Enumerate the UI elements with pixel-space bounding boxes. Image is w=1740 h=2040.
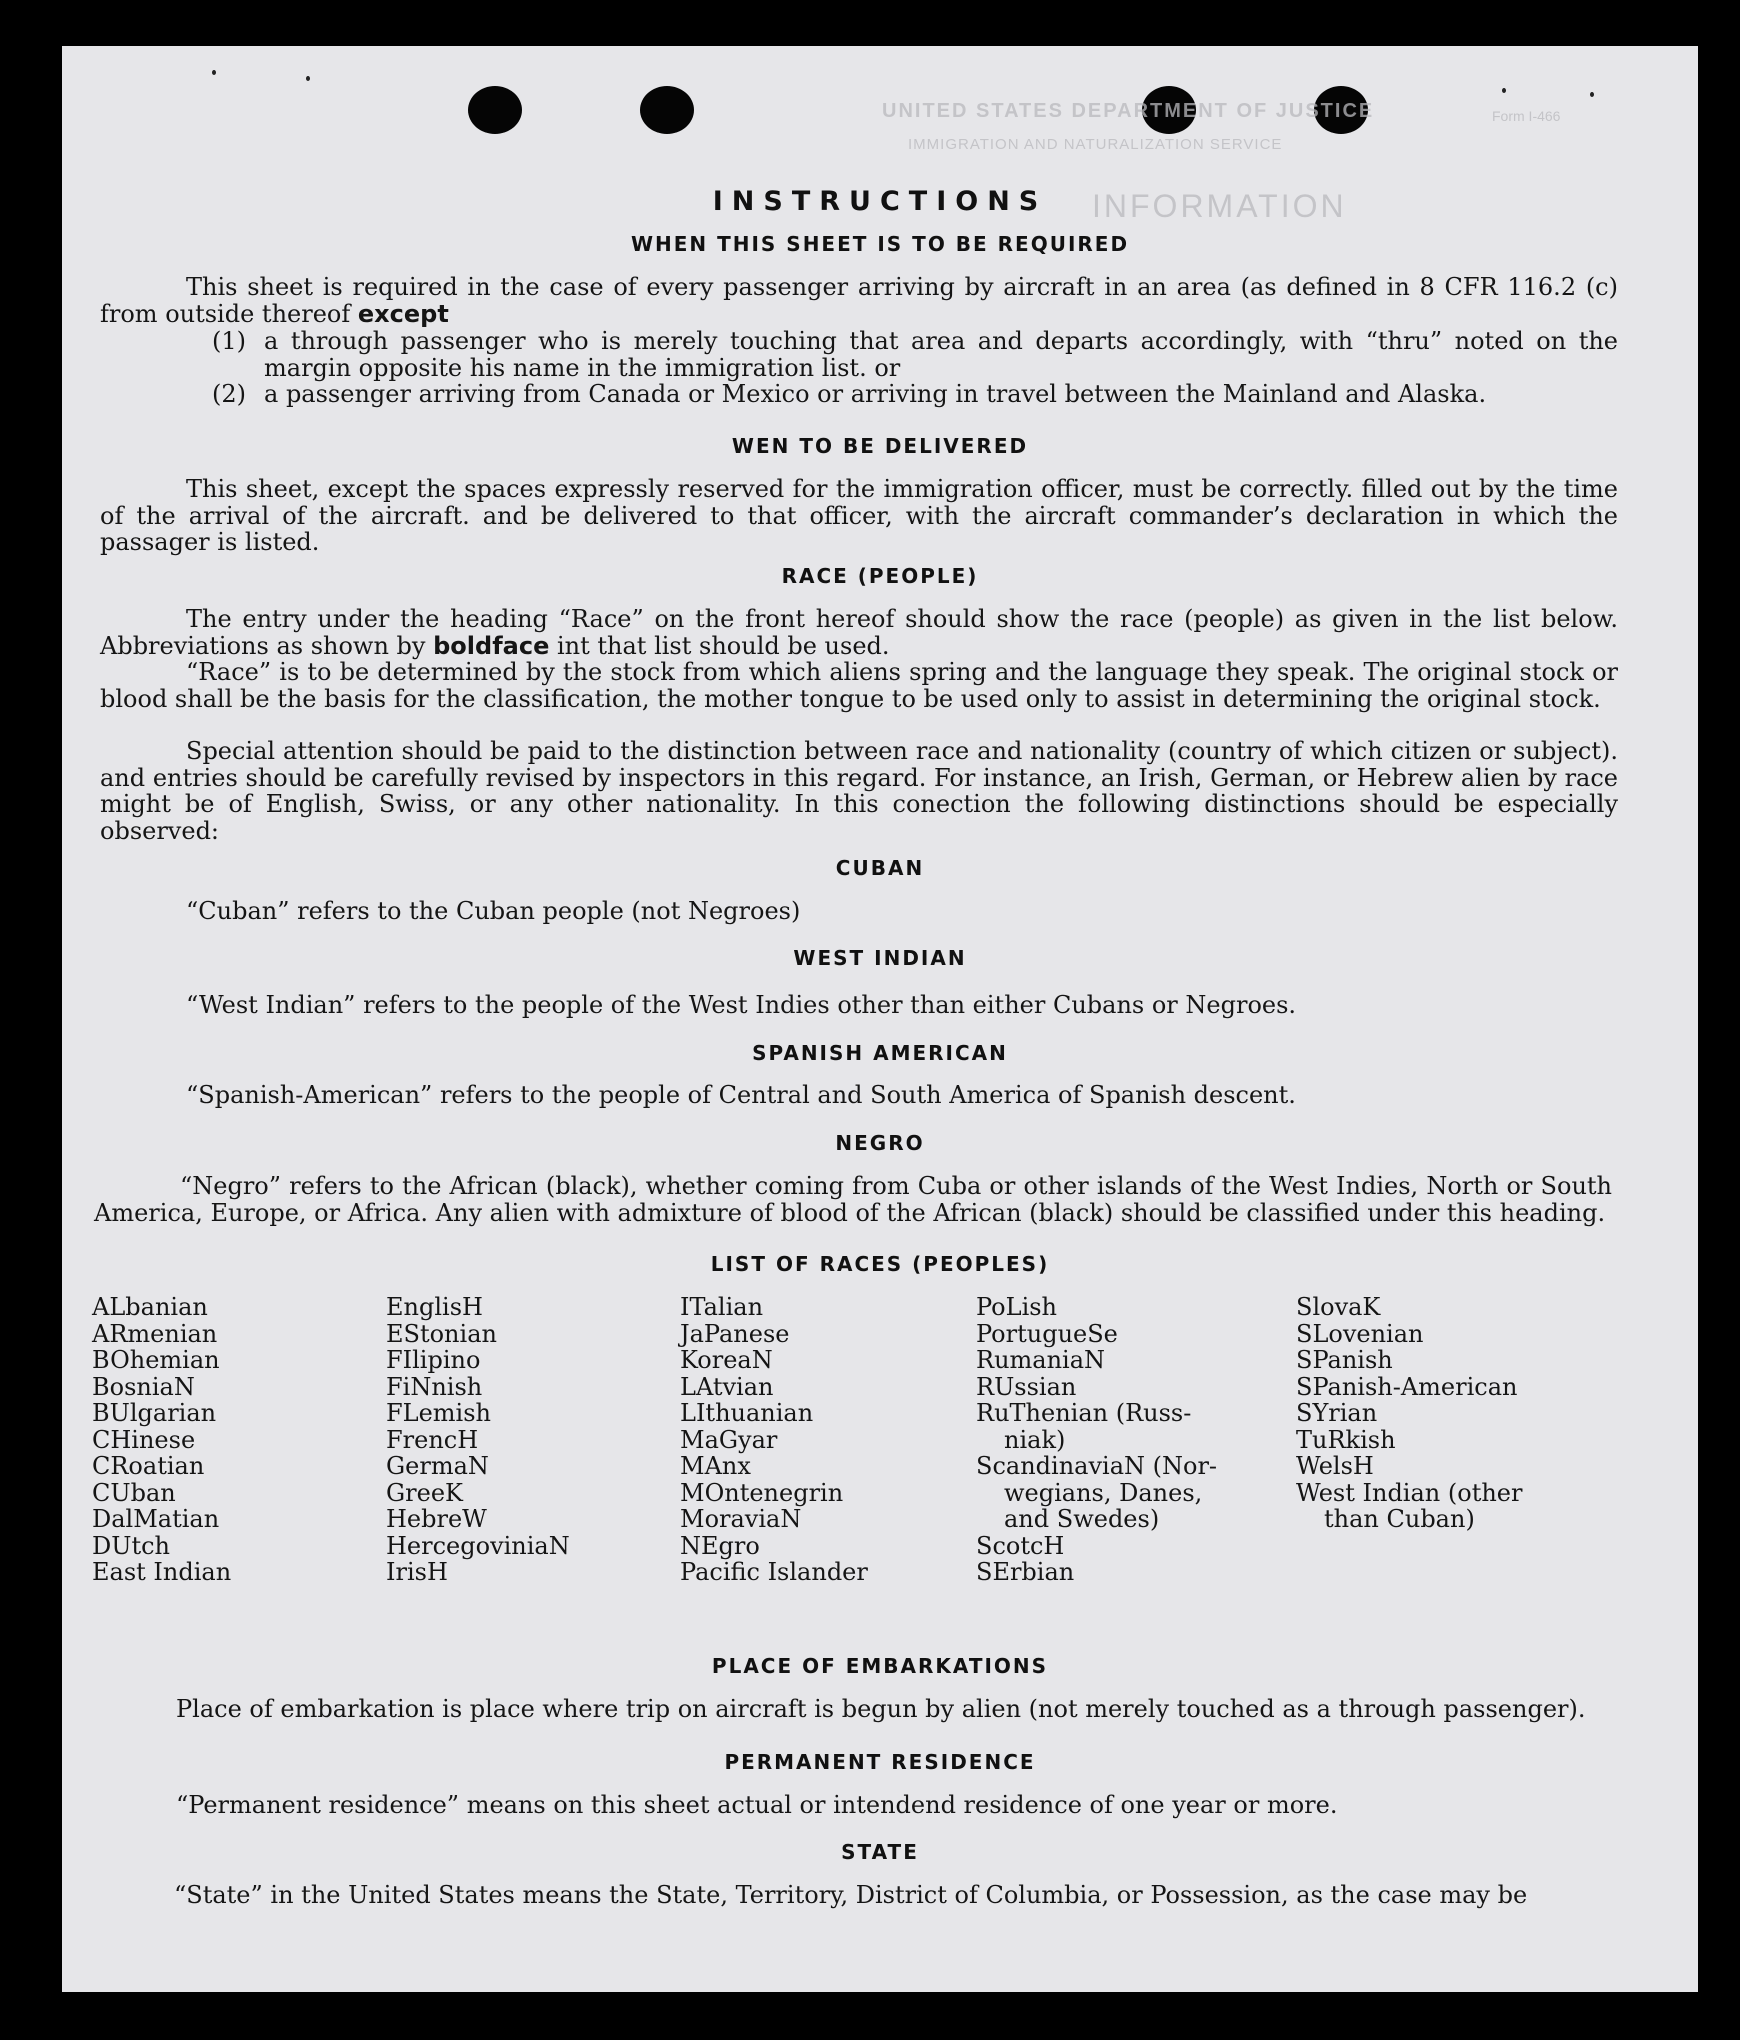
race-item: MAnx	[680, 1452, 751, 1480]
race-item: East Indian	[92, 1558, 232, 1586]
when-required-item-2: a passenger arriving from Canada or Mexico or arriving in travel between the Mainland and Alaska.	[264, 380, 1487, 408]
race-item-continued: wegians, Danes,	[1004, 1478, 1203, 1507]
race-item: EnglisH	[386, 1293, 483, 1321]
race-item: FLemish	[386, 1399, 491, 1427]
race-item: GermaN	[386, 1452, 489, 1480]
race-item: IrisH	[386, 1558, 448, 1586]
when-required-item-2-num: (2)	[212, 380, 246, 408]
race-item: WelsH	[1296, 1452, 1374, 1480]
race-item: SErbian	[976, 1558, 1075, 1586]
races-column-4	[976, 1294, 1217, 1586]
race-item-continued: niak)	[1004, 1425, 1066, 1454]
race-item: CRoatian	[92, 1452, 205, 1480]
section-heading-race: RACE (PEOPLE)	[781, 564, 979, 588]
race-item: ScotcH	[976, 1531, 1065, 1560]
race-item: LAtvian	[680, 1372, 774, 1401]
race-item: MoraviaN	[680, 1505, 802, 1533]
spanish-american-text: “Spanish-American” refers to the people of Central and South America of Spanish descent.	[186, 1081, 1296, 1109]
race-item: LIthuanian	[680, 1399, 814, 1427]
except-bold: except	[357, 299, 449, 328]
race-item: HercegovinіaN	[386, 1531, 570, 1560]
race-item: ALbanian	[92, 1293, 208, 1321]
race-item-continued: than Cuban)	[1324, 1505, 1475, 1533]
race-item: SPanish	[1296, 1346, 1393, 1374]
races-column-5	[1296, 1294, 1522, 1533]
section-heading-when-required: WHEN THIS SHEET IS TO BE REQUIRED	[630, 232, 1130, 256]
state-text: “State” in the United States means the State, Territory, District of Columbia, or Possession, as the case may be	[174, 1881, 1528, 1909]
race-item: SlovaK	[1296, 1293, 1381, 1321]
section-heading-west-indian: WEST INDIAN	[793, 946, 967, 970]
punch-hole	[640, 86, 694, 134]
west-indian-text: “West Indian” refers to the people of the West Indies other than either Cubans or Negroes.	[186, 991, 1297, 1019]
race-item: FiNnish	[386, 1372, 483, 1401]
races-column-2	[386, 1294, 570, 1586]
race-item: SYrian	[1296, 1399, 1378, 1427]
race-item: EStonian	[386, 1319, 497, 1348]
section-heading-cuban: CUBAN	[835, 856, 925, 880]
page-title: INSTRUCTIONS	[712, 186, 1048, 217]
race-item-continued: and Swedes)	[1004, 1505, 1160, 1533]
race-item: DUtch	[92, 1531, 171, 1560]
negro-text: “Negro” refers to the African (black), whether coming from Cuba or other islands of the West Indies, North or South America, Europe, or Africa. Any alien with admixture of blood of the African (black) should be classified under this heading.	[94, 1172, 1612, 1227]
race-item: SPanish-American	[1296, 1372, 1518, 1401]
embarkation-text: Place of embarkation is place where trip on aircraft is begun by alien (not merely touched as a through passenger).	[176, 1695, 1586, 1723]
bleed-through-form: Form I-466	[1492, 108, 1561, 124]
when-required-item-1-num: (1)	[212, 327, 246, 355]
section-heading-embarkation: PLACE OF EMBARKATIONS	[711, 1654, 1049, 1678]
race-item: KoreaN	[680, 1346, 773, 1374]
section-heading-spanish-american: SPANISH AMERICAN	[752, 1041, 1008, 1065]
race-item: RumaniaN	[976, 1346, 1106, 1374]
race-item: CHinese	[92, 1425, 196, 1454]
bleed-through-dept: UNITED STATES DEPARTMENT OF JUSTICE	[882, 100, 1375, 122]
race-item: BUlgarian	[92, 1399, 217, 1427]
race-item: MOntenegrin	[680, 1478, 844, 1507]
race-item: NEgro	[680, 1531, 760, 1560]
race-paragraph-1: The entry under the heading “Race” on the front hereof should show the race (people) as given in the list below. Abbreviations as shown by boldface int that list should be used.	[100, 605, 1618, 660]
section-heading-state: STATE	[841, 1840, 919, 1864]
race-item: CUban	[92, 1478, 176, 1507]
race-item: FrencH	[386, 1425, 479, 1454]
race-item: FIlipino	[386, 1346, 481, 1374]
section-heading-when-delivered: WEN TO BE DELIVERED	[731, 434, 1029, 458]
race-item: West Indian (other	[1296, 1478, 1523, 1507]
race-item: JaPanese	[680, 1319, 790, 1348]
bleed-through-service: IMMIGRATION AND NATURALIZATION SERVICE	[908, 136, 1283, 153]
race-item: PoLish	[976, 1293, 1058, 1321]
race-item: ARmenian	[92, 1319, 218, 1348]
section-heading-negro: NEGRO	[835, 1131, 925, 1155]
races-column-1	[92, 1294, 231, 1586]
ink-speck	[1502, 88, 1506, 93]
race-item: ScandinaviaN (Nor-	[976, 1452, 1218, 1480]
race-item: MaGyar	[680, 1425, 778, 1454]
race-item: DalMatian	[92, 1505, 220, 1533]
when-required-intro: This sheet is required in the case of every passenger arriving by aircraft in an area (as defined in 8 CFR 116.2 (c) from outside thereof except	[100, 273, 1618, 328]
bleed-through-heading: INFORMATION	[1092, 188, 1347, 224]
race-item: Pacific Islander	[680, 1558, 868, 1586]
race-item: BOhemian	[92, 1346, 220, 1374]
when-delivered-text: This sheet, except the spaces expressly reserved for the immigration officer, must be correctly. filled out by the time of the arrival of the aircraft. and be delivered to that officer, with the aircraft commander’s declaration in which the passager is listed.	[100, 475, 1618, 556]
race-item: SLovenian	[1296, 1319, 1424, 1348]
section-heading-permanent-residence: PERMANENT RESIDENCE	[724, 1750, 1036, 1774]
race-item: RUssian	[976, 1372, 1077, 1401]
when-required-item-1: a through passenger who is merely touching that area and departs accordingly, with “thru” noted on the margin opposite his name in the immigration list. or	[264, 327, 1618, 382]
permanent-residence-text: “Permanent residence” means on this sheet actual or intendend residence of one year or more.	[176, 1791, 1338, 1819]
race-item: PortugueSe	[976, 1319, 1118, 1348]
race-item: BosniaN	[92, 1372, 195, 1401]
boldface-bold: boldface	[433, 631, 550, 660]
ink-speck	[212, 70, 216, 75]
race-paragraph-3: Special attention should be paid to the distinction between race and nationality (country of which citizen or subject). and entries should be carefully revised by inspectors in this regard. For instance, an Irish, German, or Hebrew alien by race might be of English, Swiss, or any other nationality. In this conection the following distinctions should be especially observed:	[100, 737, 1618, 845]
document-sheet	[62, 46, 1698, 1992]
ink-speck	[1590, 92, 1594, 97]
race-item: RuThenian (Russ-	[976, 1399, 1192, 1427]
races-column-3	[680, 1294, 868, 1586]
race-item: HebreW	[386, 1505, 487, 1533]
race-paragraph-2: “Race” is to be determined by the stock from which aliens spring and the language they speak. The original stock or blood shall be the basis for the classification, the mother tongue to be used only to assist in determining the original stock.	[100, 658, 1618, 713]
race-item: TuRkish	[1296, 1425, 1396, 1454]
race-item: GreeK	[386, 1478, 463, 1507]
section-heading-list-of-races: LIST OF RACES (PEOPLES)	[710, 1252, 1050, 1276]
ink-speck	[306, 76, 310, 81]
race-item: ITalian	[680, 1293, 764, 1321]
punch-hole	[468, 86, 522, 134]
cuban-text: “Cuban” refers to the Cuban people (not Negroes)	[186, 897, 801, 925]
